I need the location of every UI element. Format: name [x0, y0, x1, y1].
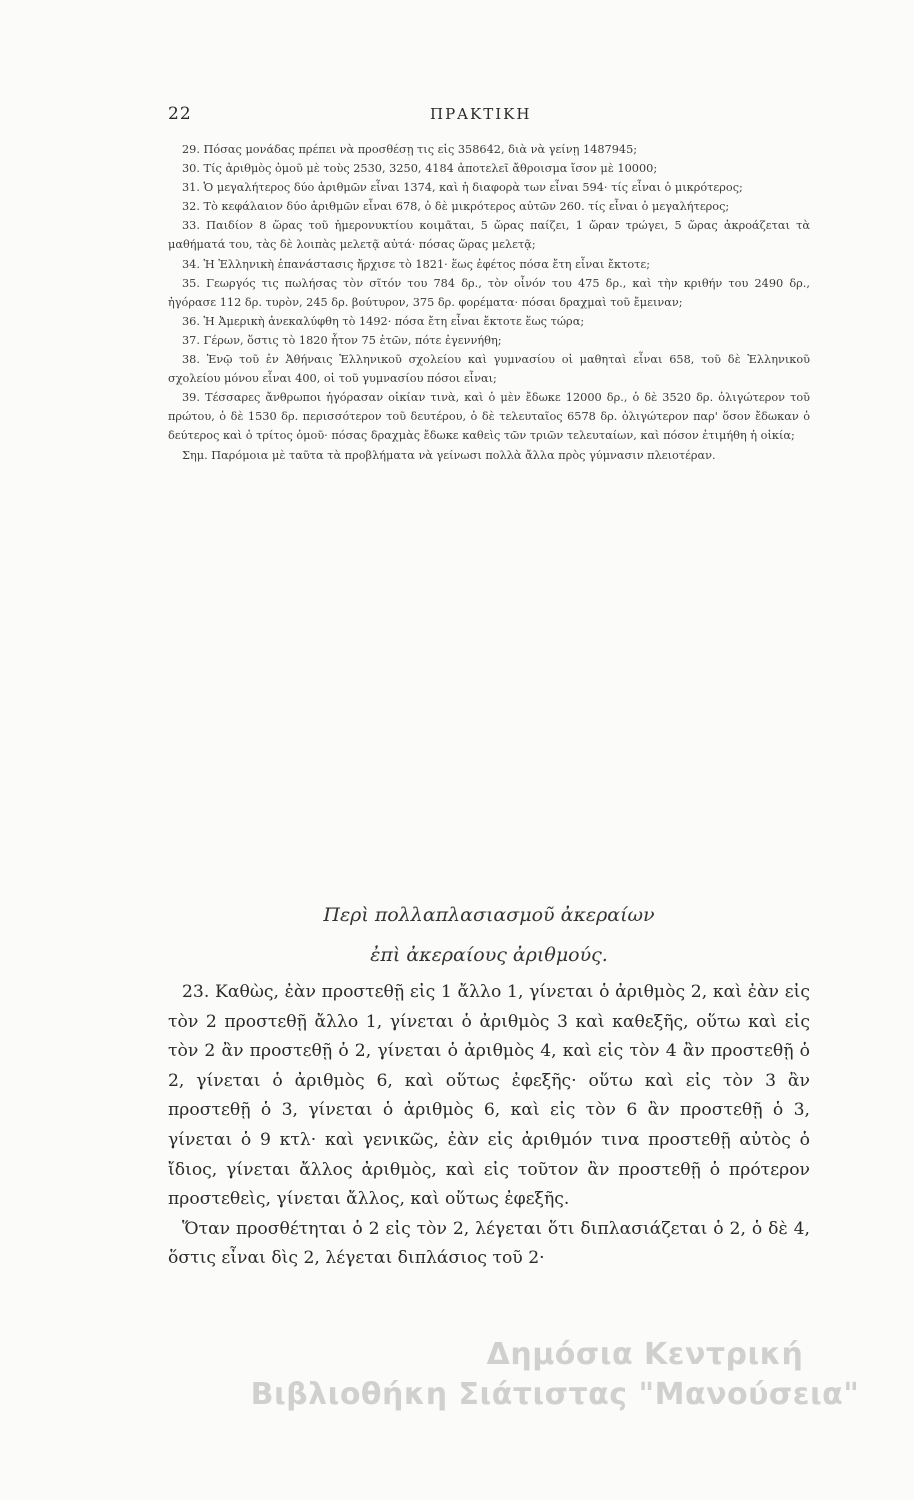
section-title-line-1: Περὶ πολλαπλασιασμοῦ ἀκεραίων: [323, 904, 655, 926]
problem-30: 30. Τίς ἀριθμὸς ὁμοῦ μὲ τοὺς 2530, 3250, 4184 ἀποτελεῖ ἄθροισμα ἴσον μὲ 10000;: [182, 162, 658, 176]
library-watermark: [205, 1335, 905, 1415]
problem-29: 29. Πόσας μονάδας πρέπει νὰ προσθέσῃ τις εἰς 358642, διὰ νὰ γείνῃ 1487945;: [182, 143, 638, 156]
section-title-line-2: ἐπὶ ἀκεραίους ἀριθμούς.: [370, 944, 608, 966]
problem-31: 31. Ὁ μεγαλήτερος δύο ἀριθμῶν εἶναι 1374, καὶ ἡ διαφορὰ των εἶναι 594· τίς εἶναι ὁ μικρότερος;: [182, 181, 743, 195]
watermark-line-2: Βιβλιοθήκη Σιάτιστας "Μανούσεια": [250, 1377, 860, 1412]
note: Σημ. Παρόμοια μὲ ταῦτα τὰ προβλήματα νὰ γείνωσι πολλὰ ἄλλα πρὸς γύμνασιν πλειοτέραν.: [182, 448, 716, 462]
problem-36: 36. Ἡ Ἀμερικὴ ἀνεκαλύφθη τὸ 1492· πόσα ἔτη εἶναι ἔκτοτε ἕως τώρα;: [182, 314, 585, 328]
problem-38: 38. Ἐνῷ τοῦ ἐν Ἀθήναις Ἑλληνικοῦ σχολείου καὶ γυμνασίου οἱ μαθηταὶ εἶναι 658, τοῦ δὲ Ἑλληνικοῦ σχολείου μόνου εἶναι 400, οἱ τοῦ γυμνασίου πόσοι εἶναι;: [168, 353, 810, 386]
body-text: [168, 978, 810, 1274]
problem-34: 34. Ἡ Ἑλληνικὴ ἐπανάστασις ἤρχισε τὸ 1821· ἕως ἐφέτος πόσα ἔτη εἶναι ἔκτοτε;: [182, 257, 651, 271]
problem-37: 37. Γέρων, ὅστις τὸ 1820 ἦτον 75 ἐτῶν, πότε ἐγεννήθη;: [182, 333, 502, 347]
page-number: 22: [168, 104, 192, 124]
running-head: ΠΡΑΚΤΙΚΗ: [430, 105, 532, 123]
paragraph-doubling: Ὅταν προσθέτηται ὁ 2 εἰς τὸν 2, λέγεται ὅτι διπλασιάζεται ὁ 2, ὁ δὲ 4, ὅστις εἶναι δὶς 2, λέγεται διπλάσιος τοῦ 2·: [168, 1218, 810, 1269]
problem-list: [168, 140, 810, 465]
problem-35: 35. Γεωργός τις πωλήσας τὸν σῖτόν του 784 δρ., τὸν οἶνόν του 475 δρ., καὶ τὴν κριθήν του 2490 δρ., ἠγόρασε 112 δρ. τυρὸν, 245 δρ. βούτυρον, 375 δρ. φορέματα· πόσαι δραχμαὶ τοῦ ἔμειναν;: [168, 276, 810, 309]
problem-32: 32. Τὸ κεφάλαιον δύο ἀριθμῶν εἶναι 678, ὁ δὲ μικρότερος αὐτῶν 260. τίς εἶναι ὁ μεγαλήτερος;: [182, 200, 730, 214]
paragraph-23: 23. Καθὼς, ἐὰν προστεθῇ εἰς 1 ἄλλο 1, γίνεται ὁ ἀριθμὸς 2, καὶ ἐὰν εἰς τὸν 2 προστεθῇ ἄλλο 1, γίνεται ὁ ἀριθμὸς 3 καὶ καθεξῆς, οὕτω καὶ εἰς τὸν 2 ἂν προστεθῇ ὁ 2, γίνεται ὁ ἀριθμὸς 4, καὶ εἰς τὸν 4 ἂν προστεθῇ ὁ 2, γίνεται ὁ ἀριθμὸς 6, καὶ οὕτως ἐφεξῆς· οὕτω καὶ εἰς τὸν 3 ἂν προστεθῇ ὁ 3, γίνεται ὁ ἀριθμὸς 6, καὶ εἰς τὸν 6 ἂν προστεθῇ ὁ 3, γίνεται ὁ 9 κτλ· καὶ γενικῶς, ἐὰν εἰς ἀριθμόν τινα προστεθῇ αὐτὸς ὁ ἴδιος, γίνεται ἄλλος ἀριθμὸς, καὶ εἰς τοῦτον ἂν προστεθῇ ὁ πρότερον προστεθεὶς, γίνεται ἄλλος, καὶ οὕτως ἐφεξῆς.: [168, 982, 810, 1210]
watermark-line-1: Δημόσια Κεντρική: [486, 1337, 804, 1372]
problem-39: 39. Τέσσαρες ἄνθρωποι ἠγόρασαν οἰκίαν τινὰ, καὶ ὁ μὲν ἔδωκε 12000 δρ., ὁ δὲ 3520 δρ. ὀλιγώτερον τοῦ πρώτου, ὁ δὲ 1530 δρ. περισσότερον τοῦ δευτέρου, ὁ δὲ τελευταῖος 6578 δρ. ὀλιγώτερον παρ' ὅσον ἔδωκαν ὁ δεύτερος καὶ ὁ τρίτος ὁμοῦ· πόσας δραχμὰς ἔδωκε καθεὶς τῶν τριῶν τελευταίων, καὶ πόσον ἐτιμήθη ἡ οἰκία;: [168, 391, 810, 443]
section-title: [168, 895, 810, 975]
problem-33: 33. Παιδίον 8 ὥρας τοῦ ἡμερονυκτίου κοιμᾶται, 5 ὥρας παίζει, 1 ὥραν τρώγει, 5 ὥρας ἀκροάζεται τὰ μαθήματά του, τὰς δὲ λοιπὰς μελετᾷ αὐτά· πόσας ὥρας μελετᾷ;: [168, 219, 810, 252]
page-header: [168, 104, 810, 128]
